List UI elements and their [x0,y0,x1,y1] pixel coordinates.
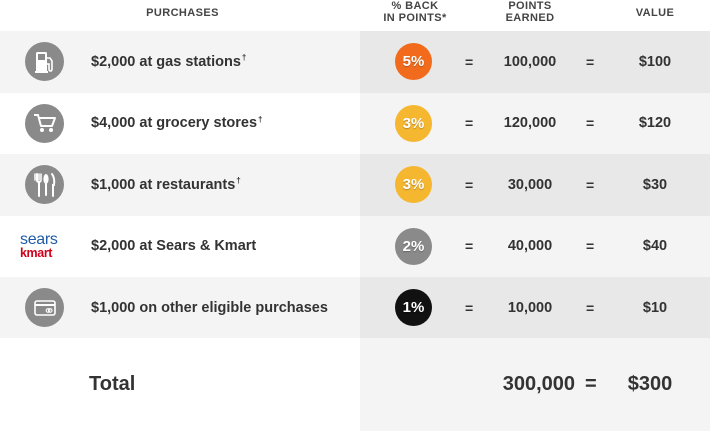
value-amount: $10 [642,299,668,316]
header-value: VALUE [635,7,675,19]
dagger-mark: † [241,53,247,63]
points-earned: 120,000 [503,115,557,132]
header-points-earned [490,0,570,24]
dagger-mark: † [236,176,241,186]
value-amount: $120 [638,115,672,132]
purchase-description [91,31,246,93]
percent-badge: 3% [395,105,432,142]
header-points-line1: POINTS [508,0,552,12]
header-points-line2: EARNED [505,12,555,24]
dagger-mark: † [258,114,263,124]
purchase-text: $2,000 at Sears & Kmart [91,238,257,255]
equals-sign: = [586,176,595,193]
total-row [0,338,710,431]
points-earned: 10,000 [507,299,553,316]
purchase-text: $1,000 on other eligible purchases [91,299,328,316]
purchase-description [91,154,241,216]
equals-sign: = [465,299,474,316]
points-earned: 40,000 [507,238,553,255]
equals-sign: = [586,115,595,132]
purchase-text: $2,000 at gas stations [91,53,241,70]
points-earned: 30,000 [507,176,553,193]
purchase-text: $1,000 at restaurants [91,176,236,193]
equals-sign: = [465,238,474,255]
percent-badge: 3% [395,166,432,203]
header-pct-back [370,0,460,24]
equals-sign: = [586,53,595,70]
shopping-cart-icon [25,104,64,143]
total-label: Total [89,373,136,395]
purchase-text: $4,000 at grocery stores [91,115,258,132]
rewards-table-body [0,31,710,339]
purchase-description [91,93,263,155]
table-row [0,31,710,93]
equals-sign: = [586,299,595,316]
value-amount: $100 [638,53,672,70]
gas-pump-icon [25,42,64,81]
sears-logo-text: sears [20,230,58,248]
value-amount: $30 [642,176,668,193]
equals-sign: = [465,176,474,193]
credit-card-icon [25,288,64,327]
value-amount: $40 [642,238,668,255]
utensils-icon [25,165,64,204]
total-points: 300,000 [502,373,575,395]
percent-badge: 1% [395,289,432,326]
equals-sign: = [465,53,474,70]
percent-badge: 5% [395,43,432,80]
total-value: $300 [627,373,673,395]
header-purchases: PURCHASES [146,7,219,19]
table-header [0,0,710,31]
table-row [0,154,710,216]
equals-sign: = [465,115,474,132]
kmart-logo-text: kmart [20,245,53,260]
header-pct-back-line2: IN POINTS* [383,12,447,24]
purchase-description [91,216,256,278]
purchase-description [91,277,328,339]
equals-sign: = [586,238,595,255]
table-row [0,277,710,339]
table-row [0,93,710,155]
points-earned: 100,000 [503,53,557,70]
equals-sign: = [585,373,597,395]
sears-kmart-logo [20,232,72,264]
percent-badge: 2% [395,228,432,265]
header-pct-back-line1: % BACK [391,0,439,12]
table-row [0,216,710,278]
